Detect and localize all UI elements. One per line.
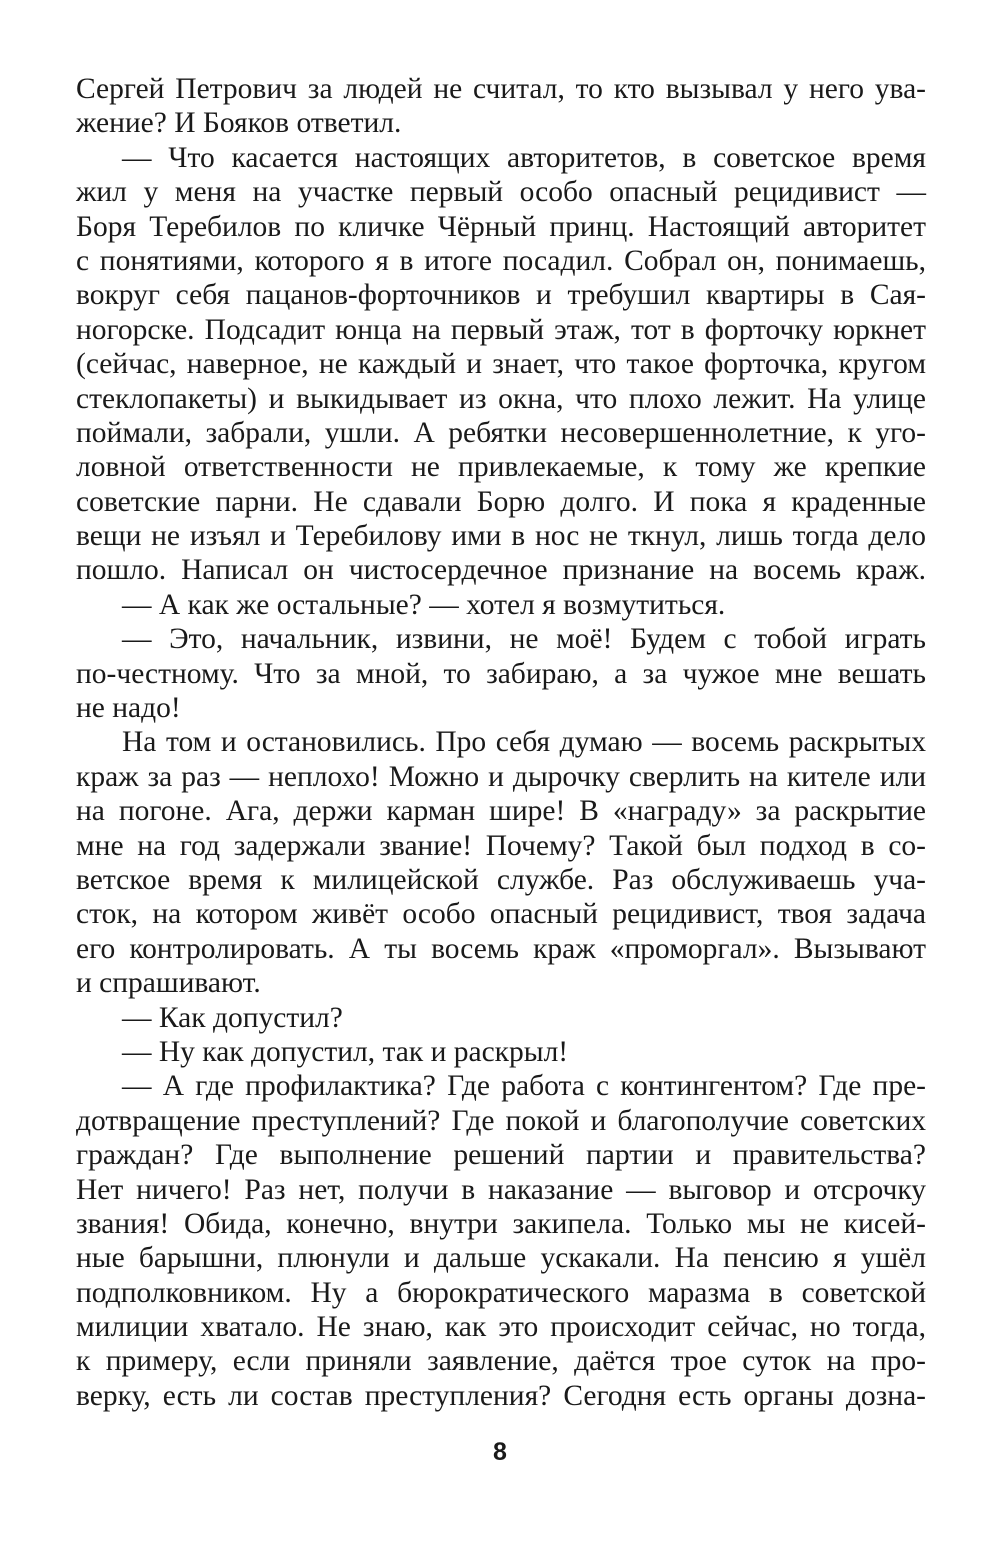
text-line: советские парни. Не сдавали Борю долго. И пока я краденные [76,485,926,518]
text-line: ные барышни, плюнули и дальше ускакали. На пенсию я ушёл [76,1242,926,1275]
text-line: Нет ничего! Раз нет, получи в наказание — выговор и отсрочку [76,1173,926,1206]
text-line: мне на год задержали звание! Почему? Такой был подход в со- [76,829,926,862]
text-line: и спрашивают. [76,967,261,1000]
text-line: ловной ответственности не привлекаемые, к тому же крепкие [76,451,926,484]
text-line: ногорске. Подсадит юнца на первый этаж, тот в форточку юркнет [76,313,926,346]
text-line: краж за раз — неплохо! Можно и дырочку сверлить на кителе или [76,760,926,793]
text-line: (сейчас, наверное, не каждый и знает, что такое форточка, кругом [76,348,926,381]
text-line: стеклопакеты) и выкидывает из окна, что плохо лежит. На улице [76,382,926,415]
text-line: звания! Обида, конечно, внутри закипела. Только мы не кисей- [76,1207,926,1240]
text-line: — Что касается настоящих авторитетов, в советское время [122,141,926,174]
page-number: 8 [493,1438,507,1466]
text-line: к примеру, если приняли заявление, даётся трое суток на про- [76,1345,926,1378]
text-line: — Ну как допустил, так и раскрыл! [122,1035,569,1068]
text-line: — А как же остальные? — хотел я возмутиться. [122,588,726,621]
text-line: милиции хватало. Не знаю, как это происходит сейчас, но тогда, [76,1311,926,1344]
text-line: — А где профилактика? Где работа с контингентом? Где пре- [122,1070,926,1103]
text-line: верку, есть ли состав преступления? Сегодня есть органы дозна- [76,1379,926,1412]
page-text [76,72,926,1413]
text-line: — Это, начальник, извини, не моё! Будем с тобой играть [122,623,926,656]
text-line: дотвращение преступлений? Где покой и благополучие советских [76,1104,926,1137]
text-line: вокруг себя пацанов-форточников и требушил квартиры в Сая- [76,279,926,312]
text-line: на погоне. Ага, держи карман шире! В «награду» за раскрытие [76,795,926,828]
text-line: сток, на котором живёт особо опасный рецидивист, твоя задача [76,898,926,931]
text-line: поймали, забрали, ушли. А ребятки несовершеннолетние, к уго- [76,416,926,449]
text-line: пошло. Написал он чистосердечное признание на восемь краж. [76,554,926,587]
text-line: с понятиями, которого я в итоге посадил. Собрал он, понимаешь, [76,244,926,277]
text-line: не надо! [76,692,181,725]
text-line: жил у меня на участке первый особо опасный рецидивист — [76,176,926,209]
text-line: жение? И Бояков ответил. [76,107,402,140]
text-line: граждан? Где выполнение решений партии и правительства? [76,1139,926,1172]
text-line: На том и остановились. Про себя думаю — восемь раскрытых [122,726,926,759]
text-line: Сергей Петрович за людей не считал, то кто вызывал у него ува- [76,73,926,105]
text-line: по-честному. Что за мной, то забираю, а за чужое мне вешать [76,657,926,690]
text-line: — Как допустил? [122,1001,343,1034]
text-line: ветское время к милицейской службе. Раз обслуживаешь уча- [76,863,926,896]
text-line: подполковником. Ну а бюрократического маразма в советской [76,1276,926,1309]
text-line: его контролировать. А ты восемь краж «проморгал». Вызывают [76,932,926,965]
text-line: вещи не изъял и Теребилову ими в нос не ткнул, лишь тогда дело [76,520,926,553]
text-line: Боря Теребилов по кличке Чёрный принц. Настоящий авторитет [76,210,926,243]
